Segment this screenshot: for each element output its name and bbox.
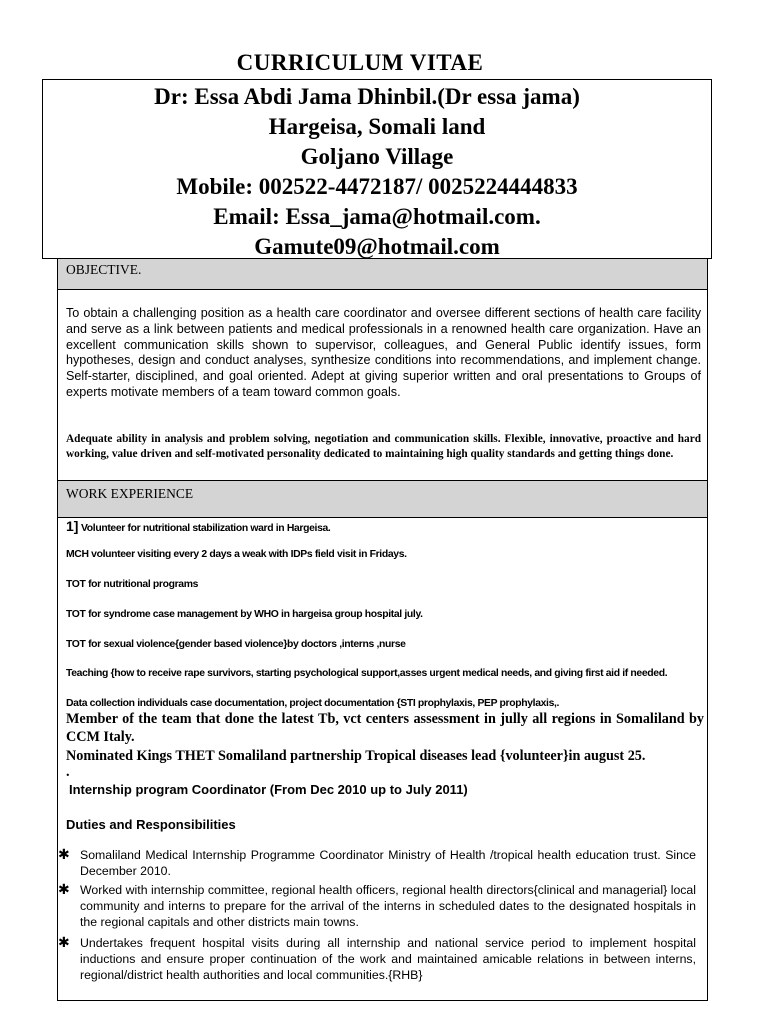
applicant-village: Goljano Village xyxy=(300,144,454,169)
document-title: CURRICULUM VITAE xyxy=(236,50,484,75)
work-item-text: Volunteer for nutritional stabilization ward in Hargeisa. xyxy=(78,523,331,534)
list-item-text: Somaliland Medical Internship Programme Coordinator Ministry of Health /tropical health education trust. Since December 2010. xyxy=(80,848,696,878)
duties-heading: Duties and Responsibilities xyxy=(66,817,236,832)
work-item-mch: MCH volunteer visiting every 2 days a weak with IDPs field visit in Fridays. xyxy=(66,549,407,560)
objective-heading: OBJECTIVE. xyxy=(58,256,707,290)
applicant-city: Hargeisa, Somali land xyxy=(268,114,486,139)
asterisk-bullet-icon: ✱ xyxy=(58,935,70,951)
work-item-tot-syndrome: TOT for syndrome case management by WHO in hargeisa group hospital july. xyxy=(66,609,423,620)
work-item-assessment: Member of the team that done the latest Tb, vct centers assessment in jully all regions in Somaliland by CCM Italy. xyxy=(66,711,704,745)
internship-title: Internship program Coordinator (From Dec 2010 up to July 2011) xyxy=(69,782,468,797)
applicant-mobile: Mobile: 002522-4472187/ 0025224444833 xyxy=(176,174,578,199)
applicant-email: Email: Essa_jama@hotmail.com. xyxy=(213,204,541,229)
work-item-number: 1] xyxy=(66,518,79,534)
work-item-tot-gbv: TOT for sexual violence{gender based violence}by doctors ,interns ,nurse xyxy=(66,639,406,650)
applicant-email-secondary: Gamute09@hotmail.com xyxy=(254,234,500,259)
work-item-data-collection: Data collection individuals case documentation, project documentation {STI prophylaxis, PEP prophylaxis,. xyxy=(66,698,560,709)
asterisk-bullet-icon: ✱ xyxy=(58,882,70,898)
work-item-nominated: Nominated Kings THET Somaliland partnership Tropical diseases lead {volunteer}in august 25. xyxy=(66,748,646,764)
applicant-name: Dr: Essa Abdi Jama Dhinbil.(Dr essa jama) xyxy=(154,84,580,109)
list-item-text: Worked with internship committee, regional health officers, regional health directors{clinical and managerial} local community and interns to prepare for the arrival of the interns in scheduled dates to the designated hospitals in the regional capitals and other districts main towns. xyxy=(80,883,696,929)
work-item-tot-nutrition: TOT for nutritional programs xyxy=(66,579,199,590)
work-experience-heading: WORK EXPERIENCE xyxy=(58,480,707,518)
list-item-text: Undertakes frequent hospital visits during all internship and national service period to implement hospital inductions and ensure proper continuation of the work and maintained amicable relations in between interns, regional/district health authorities and local communities.{RHB} xyxy=(80,936,696,982)
work-item-volunteer-nutrition xyxy=(66,518,704,534)
objective-text: To obtain a challenging position as a health care coordinator and oversee different sections of health care facility and serve as a link between patients and medical professionals in a renowned health care organization. Have an excellent communication skills shown to supervisor, colleagues, and General Public identify issues, form hypotheses, design and conduct analyses, synthesize conditions into recommendations, and implement change. Self-starter, disciplined, and goal oriented. Adept at giving superior written and oral presentations to Groups of experts motivate members of a team toward common goals. xyxy=(66,306,701,399)
work-item-teaching: Teaching {how to receive rape survivors, starting psychological support,asses urgent medical needs, and giving first aid if needed. xyxy=(66,668,668,679)
contact-header-box xyxy=(42,79,712,259)
asterisk-bullet-icon: ✱ xyxy=(58,847,70,863)
objective-skills-text: Adequate ability in analysis and problem solving, negotiation and communication skills. Flexible, innovative, proactive and hard working, value driven and self-motivated personality dedicated to maintaining high quality standards and getting things done. xyxy=(66,433,701,460)
cv-content-table xyxy=(57,256,708,1001)
work-dot: . xyxy=(66,764,70,780)
